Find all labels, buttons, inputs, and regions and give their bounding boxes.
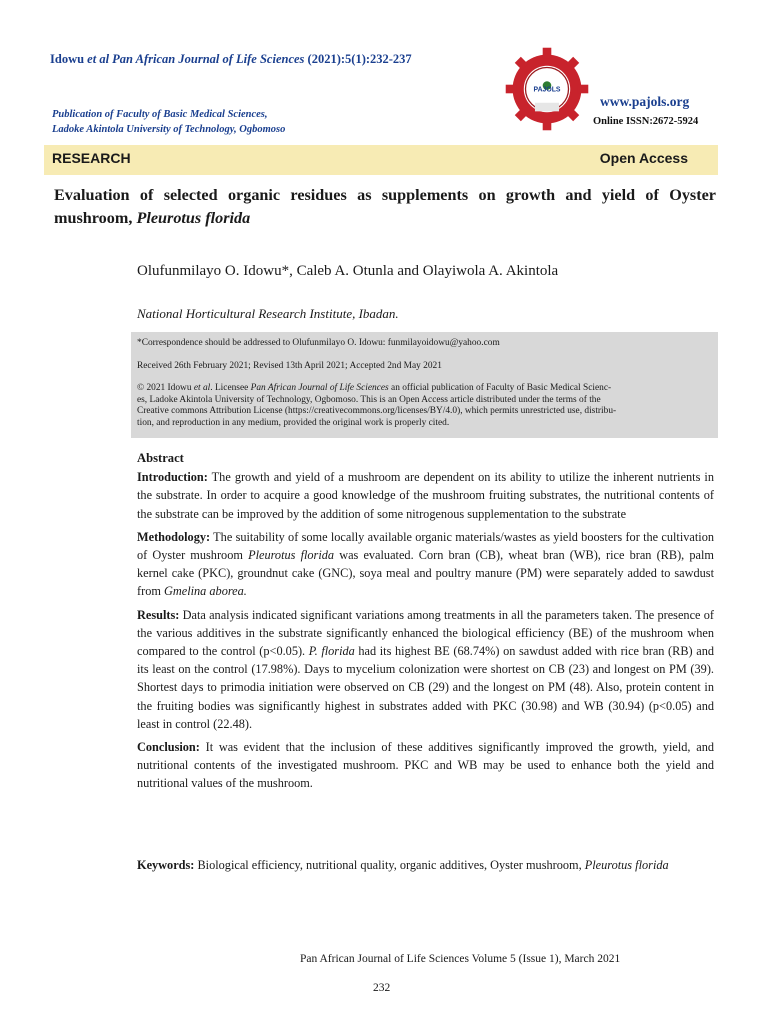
license-line-4: tion, and reproduction in any medium, provided the original work is properly cited.	[137, 417, 450, 428]
journal-citation: Idowu et al Pan African Journal of Life Sciences (2021):5(1):232-237	[50, 52, 412, 66]
abstract-heading: Abstract	[137, 451, 184, 465]
correspondence-line: *Correspondence should be addressed to Olufunmilayo O. Idowu: funmilayoidowu@yahoo.com	[137, 338, 500, 348]
journal-logo	[504, 46, 590, 132]
journal-website-link[interactable]: www.pajols.org	[600, 94, 690, 109]
keywords: Keywords: Biological efficiency, nutritional quality, organic additives, Oyster mushroom, Pleurotus florida	[137, 858, 669, 872]
article-authors: Olufunmilayo O. Idowu*, Caleb A. Otunla and Olayiwola A. Akintola	[137, 263, 559, 279]
page-number: 232	[373, 982, 391, 994]
license-line-2: es, Ladoke Akintola University of Technology, Ogbomoso. This is an Open Access article distributed under the terms of the	[137, 394, 601, 405]
abstract-methodology: Methodology: The suitability of some locally available organic materials/wastes as yield boosters for the cultivation of Oyster mushroom Pleurotus florida was evaluated. Corn bran (CB), wheat bran (WB), rice bran (RB), palm kernel cake (PKC), groundnut cake (GNC), soya meal and poultry manure (PM) were separately added to sawdust from Gmelina aborea.	[137, 529, 714, 599]
page-footer: Pan African Journal of Life Sciences Volume 5 (Issue 1), March 2021	[300, 953, 621, 965]
open-access-label: Open Access	[599, 150, 688, 166]
dates-line: Received 26th February 2021; Revised 13th April 2021; Accepted 2nd May 2021	[137, 361, 442, 371]
journal-issn: Online ISSN:2672-5924	[593, 116, 699, 127]
logo-letters: PAJOLS	[533, 86, 561, 94]
abstract-conclusion: Conclusion: It was evident that the inclusion of these additives significantly improved the growth, yield, and nutritional contents of the investigated mushroom. PKC and WB may be used to enhance both the yield and nutritional values of the mushroom.	[137, 740, 714, 791]
publisher-line-1: Publication of Faculty of Basic Medical Sciences,	[52, 109, 268, 120]
abstract-introduction: Introduction: The growth and yield of a mushroom are dependent on its ability to utilize the inherent nutrients in the substrate. In order to acquire a good knowledge of the mushroom fruiting substrates, the nutritional contents of the substrate can be improved by the addition of some nitrogenous supplementation to the substrate	[137, 470, 714, 521]
section-banner	[44, 145, 718, 175]
abstract-section	[137, 449, 714, 798]
section-label: RESEARCH	[52, 150, 131, 166]
article-title: Evaluation of selected organic residues as supplements on growth and yield of Oyster mushroom, Pleurotus florida	[54, 186, 716, 227]
publisher-line-2: Ladoke Akintola University of Technology, Ogbomoso	[52, 124, 286, 135]
article-info-box	[131, 332, 718, 438]
author-affiliation: National Horticultural Research Institute, Ibadan.	[137, 306, 399, 321]
publisher-info	[52, 107, 285, 137]
license-line-1: © 2021 Idowu et al. Licensee Pan African Journal of Life Sciences an official publication of Faculty of Basic Medical Scienc-	[137, 383, 612, 393]
abstract-results: Results: Data analysis indicated significant variations among treatments in all the parameters taken. The presence of the various additives in the substrate significantly enhanced the biological efficiency (BE) of the mushroom when compared to the control (p<0.05). P. florida had its highest BE (68.74%) on sawdust added with rice bran (RB) and its least on the control (17.98%). Days to mycelium colonization were shortest on CB (23) and longest on PM (39). Shortest days to primodia initiation were observed on CB (29) and the longest on PM (48). Also, protein content in the fruiting bodies was significantly highest in substrates added with PKC (30.98) and WB (30.94) (p<0.05) and least in control (22.48).	[137, 607, 714, 731]
license-line-3: Creative commons Attribution License (https://creativecommons.org/licenses/BY/4.0), which permits unrestricted use, distribu-	[137, 406, 617, 416]
